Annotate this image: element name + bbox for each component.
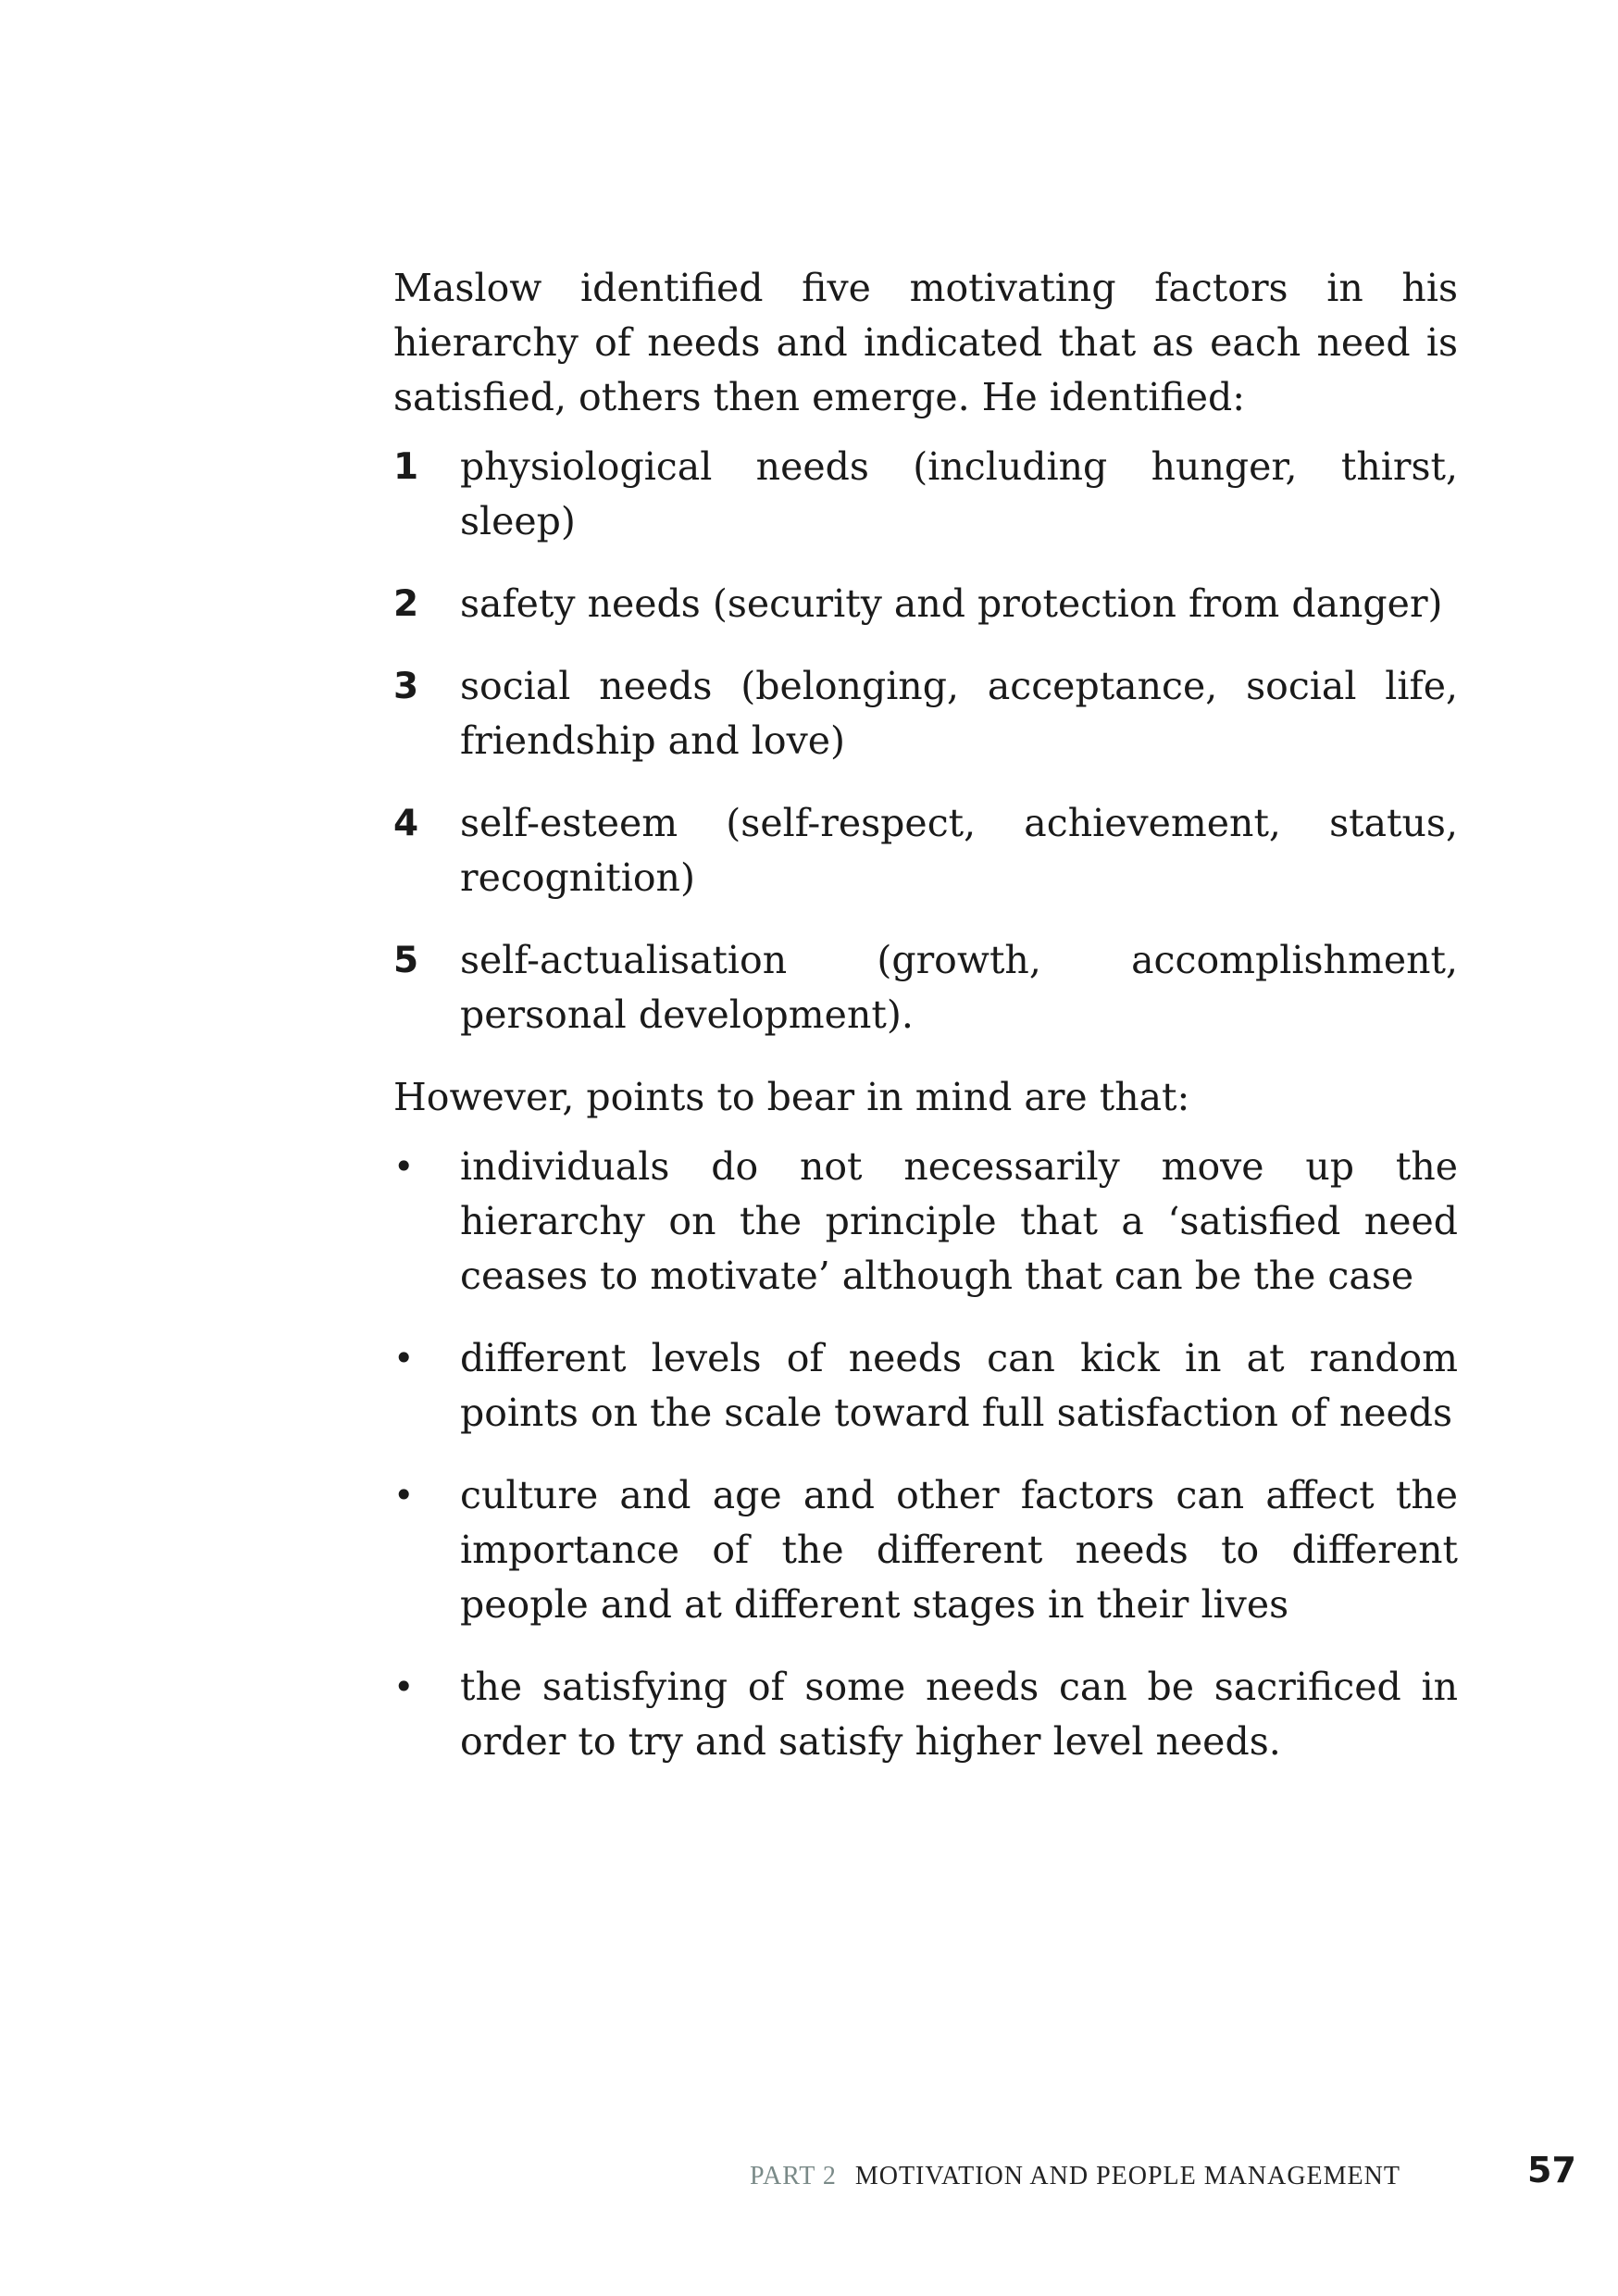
however-paragraph: However, points to bear in mind are that:	[393, 1075, 1190, 1119]
list-item	[393, 1331, 1458, 1441]
list-item-text: different levels of needs can kick in at random points on the scale toward full satisfaction of needs	[460, 1336, 1458, 1435]
list-item	[393, 440, 1458, 549]
list-number: 4	[393, 803, 419, 844]
list-number: 5	[393, 940, 419, 981]
list-item-text: individuals do not necessarily move up the hierarchy on the principle that a ‘satisfied need ceases to motivate’ although that can be the case	[460, 1144, 1458, 1298]
list-item-text: culture and age and other factors can affect the importance of the different needs to different people and at different stages in their lives	[460, 1473, 1458, 1627]
list-item-text: self-esteem (self-respect, achievement, status, recognition)	[460, 801, 1458, 900]
list-number: 3	[393, 666, 419, 707]
running-footer	[750, 2162, 1400, 2191]
intro-paragraph: Maslow identified five motivating factors in his hierarchy of needs and indicated that as each need is satisfied, others then emerge. He identified:	[393, 266, 1458, 419]
bullet-icon: •	[393, 1338, 415, 1379]
bullet-icon: •	[393, 1146, 415, 1187]
list-item	[393, 659, 1458, 768]
main-content	[393, 261, 1458, 1797]
page-number: 57	[1527, 2150, 1576, 2190]
bullet-icon: •	[393, 1666, 415, 1707]
bullet-icon: •	[393, 1475, 415, 1516]
list-item	[393, 1468, 1458, 1632]
list-item	[393, 1140, 1458, 1304]
list-item	[393, 577, 1458, 631]
numbered-list	[393, 440, 1458, 1042]
list-item-text: physiological needs (including hunger, thirst, sleep)	[460, 444, 1458, 543]
list-item-text: safety needs (security and protection from danger)	[460, 581, 1443, 626]
bullet-list	[393, 1140, 1458, 1769]
footer-section-title: MOTIVATION AND PEOPLE MANAGEMENT	[854, 2162, 1400, 2190]
list-item-text: social needs (belonging, acceptance, social life, friendship and love)	[460, 664, 1458, 763]
list-item	[393, 933, 1458, 1042]
list-number: 1	[393, 446, 419, 488]
list-item	[393, 1660, 1458, 1769]
list-item-text: self-actualisation (growth, accomplishment, personal development).	[460, 938, 1458, 1037]
list-item-text: the satisfying of some needs can be sacrificed in order to try and satisfy higher level needs.	[460, 1665, 1458, 1764]
footer-part-label: PART 2	[750, 2162, 837, 2190]
list-number: 2	[393, 583, 419, 625]
list-item	[393, 796, 1458, 905]
